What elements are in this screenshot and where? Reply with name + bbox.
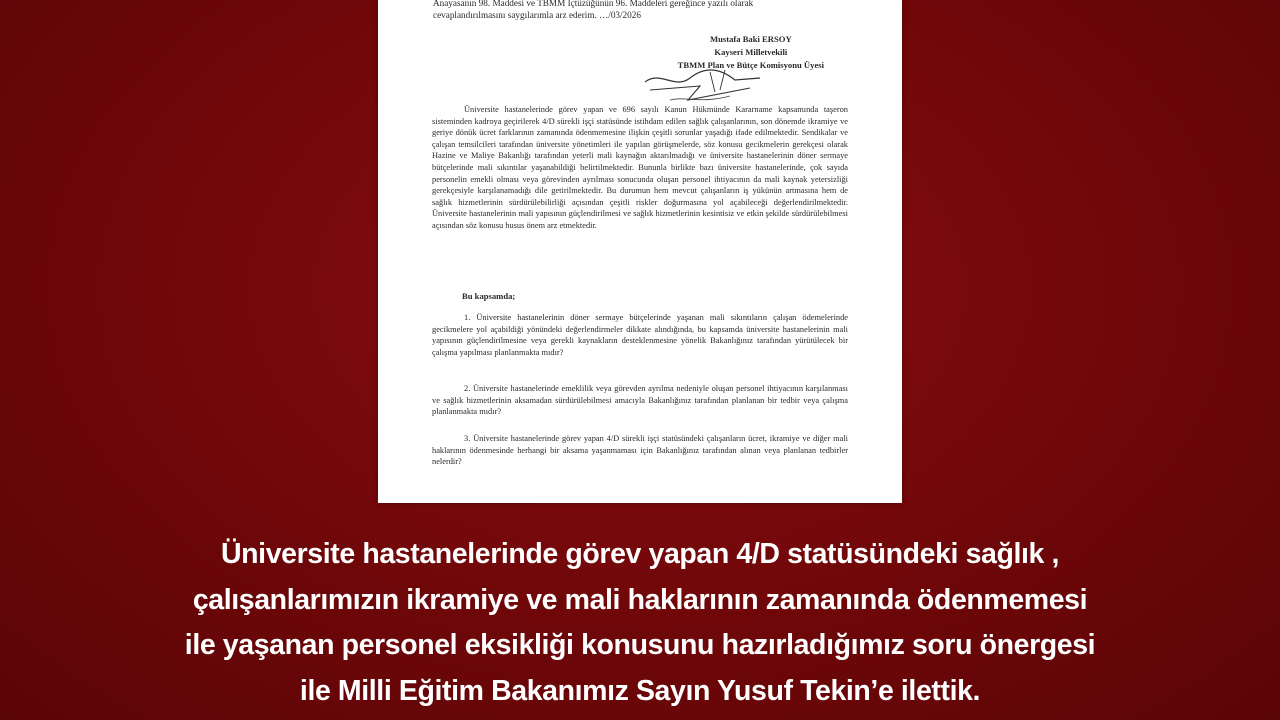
signer-name: Mustafa Baki ERSOY <box>710 34 792 44</box>
question-item: 2. Üniversite hastanelerinde emeklilik veya görevden ayrılma nedeniyle oluşan personel ihtiyacının karşılanması ve sağlık hizmetlerinin aksamadan sürdürülebilmesi amacıyla Bakanlığınız tarafından planlanan bir tedbir veya çalışma planlanmakta mıdır? <box>432 384 848 417</box>
signer-title: Kayseri Milletvekili <box>714 47 788 57</box>
caption-line: ile yaşanan personel eksikliği konusunu hazırladığımız soru önergesi <box>184 629 1096 661</box>
question-item: 1. Üniversite hastanelerinin döner sermaye bütçelerinde yaşanan mali sıkıntıların çalışan ödemelerinde gecikmelere yol açabildiği yönündeki değerlendirmeler dikkate alındığında, bu kapsamda üniversite hastanelerinin mali yapısının güçlendirilmesine veya gerekli kaynakların desteklenmesine yönelik Bakanlığınız tarafından yürütülecek bir çalışma yapılması planlanmakta mıdır? <box>432 313 848 357</box>
caption <box>40 532 1240 714</box>
handwritten-signature <box>640 60 770 110</box>
caption-line: çalışanlarımızın ikramiye ve mali haklarının zamanında ödenmemesi <box>192 583 1088 616</box>
section-label: Bu kapsamda; <box>462 291 516 301</box>
document-intro-line: cevaplandırılmasını saygılarımla arz ederim. …/03/2026 <box>433 10 641 20</box>
document-page <box>378 0 902 503</box>
caption-line: ile Milli Eğitim Bakanımız Sayın Yusuf Tekin’e ilettik. <box>299 674 981 707</box>
document-body: Üniversite hastanelerinde görev yapan ve 696 sayılı Kanun Hükmünde Kararname kapsamında taşeron sisteminden kadroya geçirilerek 4/D sürekli işçi statüsünde istihdam edilen sağlık çalışanlarının, son dönemde ikramiye ve geriye dönük ücret farklarının zamanında ödenmemesine ilişkin çeşitli sorunlar yaşadığı ifade edilmektedir. Sendikalar ve çalışan temsilcileri tarafından üniversite yönetimleri ile yapılan görüşmelerde, söz konusu gecikmelerin gerekçesi olarak Hazine ve Maliye Bakanlığı tarafından yeterli mali kaynağın aktarılmadığı ve üniversite hastanelerinin döner sermaye bütçelerinde mali sıkıntılar yaşanabildiği belirtilmektedir. Bununla birlikte bazı üniversite hastanelerinde, çok sayıda personelin emekli olması veya görevinden ayrılması sonucunda oluşan personel ihtiyacının da mali kaynak yetersizliği gerekçesiyle karşılanamadığı dile getirilmektedir. Bu durumun hem mevcut çalışanların iş yükünün artmasına hem de sağlık hizmetlerinin sürdürülebilirliği açısından çeşitli riskler doğurmasına yol açabileceği değerlendirilmektedir. Üniversite hastanelerinin mali yapısının güçlendirilmesi ve sağlık hizmetlerinin kesintisiz ve etkin şekilde sürdürülebilmesi açısından söz konusu husus önem arz etmektedir. <box>432 105 848 230</box>
document-intro <box>433 0 833 21</box>
caption-line: Üniversite hastanelerinde görev yapan 4/D statüsündeki sağlık , <box>220 538 1060 570</box>
signer-role: TBMM Plan ve Bütçe Komisyonu Üyesi <box>677 60 824 70</box>
question-item: 3. Üniversite hastanelerinde görev yapan 4/D sürekli işçi statüsündeki çalışanların ücret, ikramiye ve diğer mali haklarının ödenmesinde herhangi bir aksama yaşanmaması için Bakanlığınız tarafından alınan veya planlanan tedbirler nelerdir? <box>432 434 848 467</box>
document-intro-line: Anayasanın 98. Maddesi ve TBMM İçtüzüğünün 96. Maddeleri gereğince yazılı olarak <box>433 0 754 8</box>
